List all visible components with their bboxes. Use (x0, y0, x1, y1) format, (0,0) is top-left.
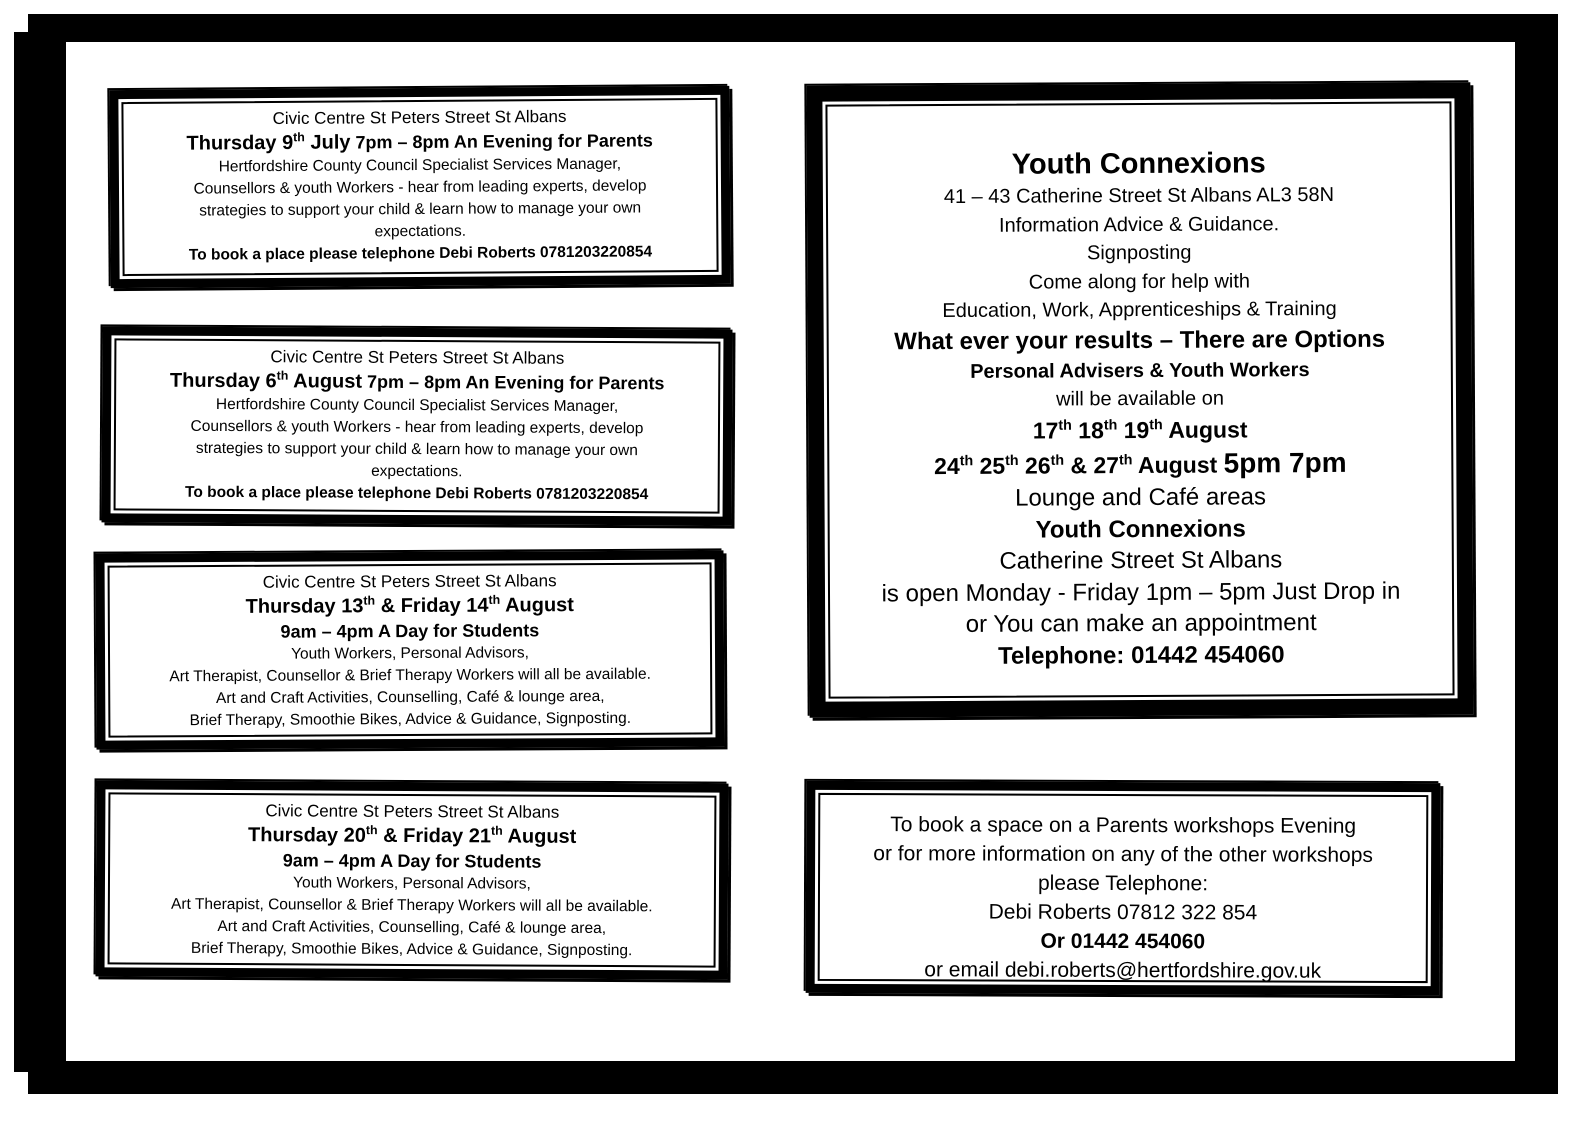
event-venue: Civic Centre St Peters Street St Albans (265, 801, 560, 822)
event-description: Hertfordshire County Council Specialist Services Manager, Counsellors & youth Workers - hear from leading experts, develop strategies to support your child & learn how to manage your own expectations. (190, 395, 644, 481)
contact-alt-phone: Or 01442 454060 (1040, 929, 1206, 954)
event-time: 9am – 4pm A Day for Students (280, 620, 540, 642)
yc-address: 41 – 43 Catherine Street St Albans AL3 58N (943, 183, 1335, 209)
yc-title-2: Youth Connexions (1035, 514, 1246, 544)
event-venue: Civic Centre St Peters Street St Albans (262, 571, 557, 592)
event-time: 9am – 4pm A Day for Students (282, 850, 542, 872)
yc-title: Youth Connexions (1011, 147, 1266, 181)
yc-street: Catherine Street St Albans (999, 546, 1283, 575)
yc-come-along: Come along for help with (1028, 269, 1251, 294)
event-booking: To book a place please telephone Debi Roberts 0781203220854 (184, 483, 649, 504)
event-date: Thursday 20th & Friday 21th August (248, 823, 577, 848)
contact-email: or email debi.roberts@hertfordshire.gov.uk (924, 958, 1322, 983)
yc-available: will be available on (1055, 387, 1224, 410)
yc-iag: Information Advice & Guidance. (998, 212, 1280, 237)
yc-advisers: Personal Advisers & Youth Workers (970, 358, 1310, 383)
contact-name-phone: Debi Roberts 07812 322 854 (988, 900, 1258, 925)
event-description: Hertfordshire County Council Specialist Services Manager, Counsellors & youth Workers - hear from leading experts, develop strategies to support your child & learn how to manage your own expectations. (193, 155, 647, 241)
event-panel-students-13-14 (95, 550, 724, 749)
youth-connexions-panel (806, 82, 1473, 717)
event-panel-parents-july (109, 86, 730, 288)
event-description: Youth Workers, Personal Advisors, Art Therapist, Counsellor & Brief Therapy Workers will all be available. Art and Craft Activities, Counselling, Café & lounge area, Brief Therapy, Smoothie Bikes, Advice & Guidance, Signposting. (169, 644, 651, 730)
event-panel-students-20-21 (95, 780, 728, 979)
yc-dates-second: 24th 25th 26th & 27th August 5pm 7pm (934, 446, 1347, 480)
contact-panel (806, 781, 1441, 995)
contact-line-3: please Telephone: (1037, 871, 1209, 896)
event-date: Thursday 9th July 7pm – 8pm An Evening for Parents (186, 130, 653, 155)
yc-options: What ever your results – There are Options (894, 325, 1386, 355)
event-description: Youth Workers, Personal Advisors, Art Therapist, Counsellor & Brief Therapy Workers will all be available. Art and Craft Activities, Counselling, Café & lounge area, Brief Therapy, Smoothie Bikes, Advice & Guidance, Signposting. (171, 874, 653, 960)
event-panel-parents-august (101, 326, 732, 525)
event-date: Thursday 13th & Friday 14th August (245, 592, 574, 618)
yc-open-hours: is open Monday - Friday 1pm – 5pm Just Drop in (881, 577, 1401, 607)
event-date: Thursday 6th August 7pm – 8pm An Evening for Parents (169, 368, 665, 394)
event-venue: Civic Centre St Peters Street St Albans (270, 347, 565, 368)
yc-telephone: Telephone: 01442 454060 (998, 640, 1285, 670)
yc-signposting: Signposting (1086, 241, 1192, 265)
yc-topics: Education, Work, Apprenticeships & Training (942, 297, 1337, 323)
yc-areas: Lounge and Café areas (1015, 483, 1267, 512)
event-venue: Civic Centre St Peters Street St Albans (272, 106, 567, 129)
event-booking: To book a place please telephone Debi Roberts 0781203220854 (188, 243, 653, 264)
contact-line-2: or for more information on any of the other workshops (873, 842, 1373, 867)
yc-dates-first: 17th 18th 19th August (1032, 416, 1248, 444)
contact-line-1: To book a space on a Parents workshops Evening (890, 813, 1357, 838)
yc-appointment: or You can make an appointment (965, 609, 1317, 638)
